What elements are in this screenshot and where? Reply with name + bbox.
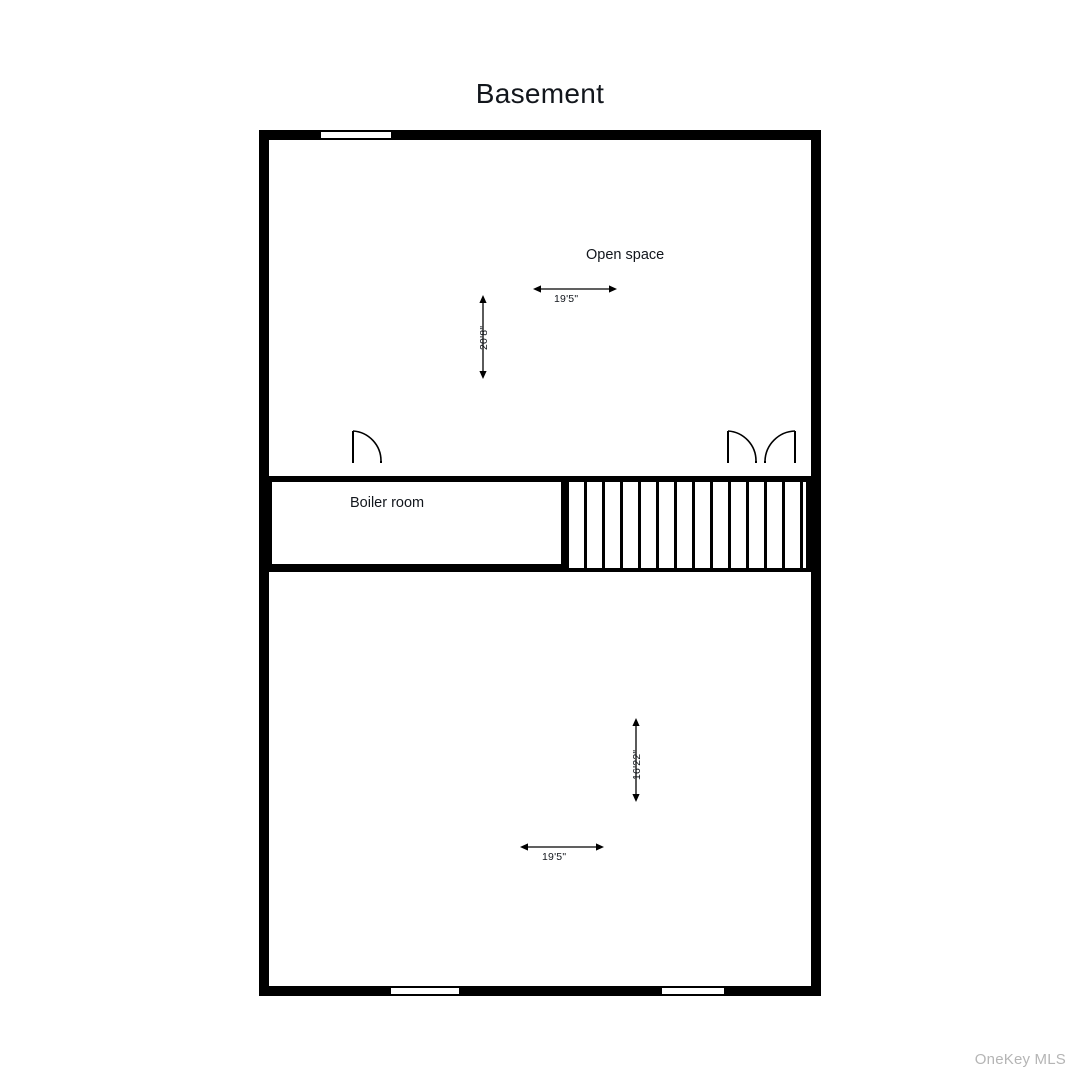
room-label-boiler-room: Boiler room xyxy=(350,495,425,511)
stair-tread xyxy=(620,482,623,568)
stair-tread xyxy=(746,482,749,568)
stair-tread xyxy=(602,482,605,568)
stair-tread xyxy=(656,482,659,568)
door-right-left-leaf xyxy=(727,430,759,464)
room-label-open-space: Open space xyxy=(586,247,665,263)
wall-boiler-room-left xyxy=(267,478,272,568)
door-right-right-leaf xyxy=(762,430,796,464)
building-outline xyxy=(259,130,821,996)
stair-tread xyxy=(800,482,803,568)
dimension-open-space-height-label: 20'8" xyxy=(478,325,490,350)
stairs xyxy=(566,482,806,568)
stair-tread xyxy=(728,482,731,568)
page-title: Basement xyxy=(475,78,605,109)
window-bottom-left xyxy=(391,986,459,996)
stair-tread xyxy=(710,482,713,568)
stair-tread xyxy=(764,482,767,568)
window-bottom-right xyxy=(662,986,724,996)
stair-tread xyxy=(782,482,785,568)
wall-stair-right xyxy=(806,478,811,568)
door-boiler-room xyxy=(352,430,384,464)
stair-tread xyxy=(566,482,569,568)
stair-tread xyxy=(638,482,641,568)
dimension-lower-room-width-label: 19'5" xyxy=(542,851,567,863)
watermark: OneKey MLS xyxy=(974,1051,1066,1068)
wall-bottom xyxy=(259,986,821,996)
dimension-open-space-width-label: 19'5" xyxy=(554,293,579,305)
stair-tread xyxy=(674,482,677,568)
stair-tread xyxy=(692,482,695,568)
window-top xyxy=(321,130,391,140)
wall-right xyxy=(811,130,821,996)
dimension-lower-room-height-label: 16'22" xyxy=(631,749,643,780)
stair-tread xyxy=(584,482,587,568)
